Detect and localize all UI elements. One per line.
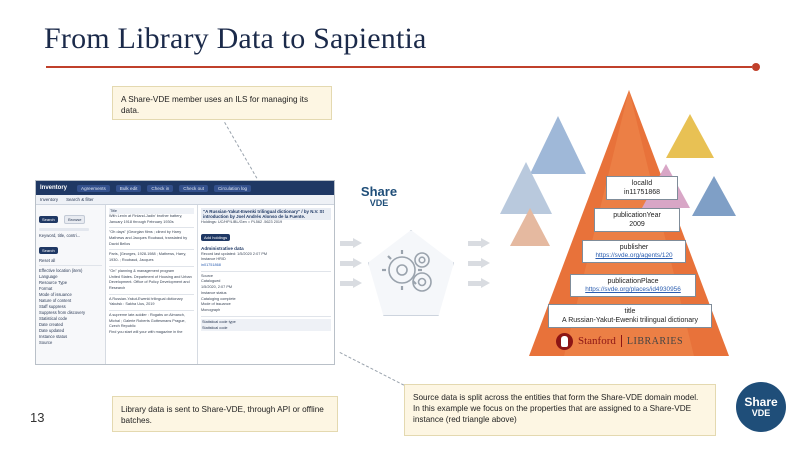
field-label-mode-of-issuance: Mode of issuance (201, 302, 231, 307)
processing-node (368, 230, 454, 316)
facet-statistical-code[interactable]: Statistical code (39, 316, 68, 321)
filter-panel[interactable] (36, 205, 106, 365)
field-label-catalogued: Catalogued (201, 279, 221, 284)
top-tabs[interactable] (77, 185, 251, 192)
field-label-instance-status: Instance status (201, 290, 227, 295)
divider (109, 266, 194, 267)
list-item-meta: Find you start will your with magazine in the (109, 330, 183, 334)
share-vde-logo-line1: Share (360, 184, 398, 200)
screenshot-subbar (36, 195, 334, 205)
section-administrative-data[interactable]: Administrative data (201, 245, 244, 251)
divider (201, 271, 331, 272)
list-item[interactable]: A supreme late-soldier : Rogabs on Almanch, Michal ; Galerie Roberts Gottesmans Prague, Czech Republic (109, 312, 186, 329)
facet-staff-suppress[interactable]: Staff suppress (39, 304, 66, 309)
results-list[interactable] (106, 205, 198, 365)
holdings-label: Holdings: UC/HP/LIBL/Gen = PL562 .5623 2019 (201, 220, 283, 224)
divider (201, 316, 331, 317)
callout-source: Source data is split across the entities that form the Share-VDE domain model. In this example we focus on the properties that are assigned to a Share-VDE instance (red triangle above) (404, 384, 716, 436)
list-item[interactable]: A Russian-Yakut-Ewenki trilingual dictionary (109, 296, 183, 301)
facet-instance-status[interactable]: Instance status (39, 334, 68, 339)
record-updated-note: Record last updated: 1/5/2020 2:07 PM (201, 251, 268, 256)
facet-date-created[interactable]: Date created (39, 322, 63, 327)
field-value-instance-status: Cataloging complete (201, 296, 236, 301)
share-vde-logo-line2: VDE (751, 407, 771, 418)
facet-date-updated[interactable]: Date updated (39, 328, 65, 333)
connector-source (340, 352, 405, 386)
tab-search[interactable]: Search (39, 216, 58, 223)
share-vde-logo-line1: Share (744, 394, 778, 409)
field-label-source: Source (201, 273, 214, 278)
tab-bulk-edit[interactable]: Bulk edit (116, 185, 142, 192)
property-localid (606, 176, 678, 200)
facet-suppress-from-discovery[interactable]: Suppress from discovery (39, 310, 86, 315)
list-item[interactable]: "On" planning & management program (109, 268, 175, 273)
share-vde-logo (356, 174, 402, 220)
list-item[interactable]: Paris, [Georges, 1928-1988 ; Mathews, Harry, 1930- ; Roubaud, Jacques (109, 252, 187, 263)
property-key: publicationPlace (607, 278, 659, 285)
facet-language[interactable]: Language (39, 274, 58, 279)
property-value: in11751868 (623, 189, 661, 197)
arrow-right (340, 278, 362, 288)
reset-all-link[interactable]: Reset all (39, 258, 56, 263)
callout-library: Library data is sent to Share-VDE, through API or offline batches. (112, 396, 338, 432)
record-detail-panel[interactable] (198, 205, 334, 365)
property-title (548, 304, 712, 328)
field-value-instance-hrid: in01751868 (201, 263, 221, 268)
arrow-right (340, 258, 362, 268)
facet-source[interactable]: Source (39, 340, 53, 345)
facet-effective-location[interactable]: Effective location (item) (39, 268, 83, 273)
subbar-inventory[interactable]: Inventory (40, 197, 59, 202)
page-title: From Library Data to Sapientia (44, 22, 427, 55)
field-value-mode-of-issuance: Monograph (201, 307, 221, 312)
facet-mode-of-issuance[interactable]: Mode of issuance (39, 292, 72, 297)
list-item[interactable]: With Lenin at Finland-Jadin' brother battery, January 1918 through February 1930s (109, 214, 183, 224)
property-publicationplace (570, 274, 696, 297)
divider (109, 227, 194, 228)
list-item-meta: United States. Department of Housing and Urban Development. Office of Policy Development and Research (109, 274, 192, 290)
table-header-statistical-code-type: Statistical code type (201, 319, 331, 325)
list-item[interactable]: "Oh days" (Georgian films ; clined by Harry Mathews and Jacques Roubaud, translated by David Bellos (109, 230, 188, 246)
share-vde-logo-line2: VDE (369, 198, 389, 209)
field-label-instance-hrid: Instance HRID (201, 257, 226, 262)
divider (621, 335, 622, 347)
gears-icon (368, 230, 454, 316)
property-value-link[interactable]: https://svde.org/places/id4930956 (585, 286, 681, 294)
property-key: publisher (619, 244, 649, 251)
screenshot-body (36, 205, 334, 365)
stanford-wordmark: Stanford (578, 335, 616, 347)
divider (109, 310, 194, 311)
divider (109, 249, 194, 250)
ils-screenshot[interactable] (35, 180, 335, 365)
tab-agreements[interactable]: Agreements (77, 185, 110, 192)
facet-nature-of-content[interactable]: Nature of content (39, 298, 72, 303)
facet-format[interactable]: Format (39, 286, 53, 291)
field-value-catalogued-date: 1/5/2020, 2:07 PM (201, 285, 233, 290)
list-item-meta: Yakutsk : Sakha Uus, 2019 (109, 302, 155, 307)
callout-ils: A Share-VDE member uses an ILS for managing its data. (112, 86, 332, 120)
add-holdings-button[interactable]: Add holdings (201, 234, 230, 241)
title-underline (46, 66, 752, 68)
stanford-seal-icon (556, 333, 573, 350)
subbar-search-filter[interactable]: Search & filter (66, 197, 94, 202)
app-name: Inventory (40, 185, 68, 191)
screenshot-topbar (36, 181, 334, 195)
facet-resource-type[interactable]: Resource Type (39, 280, 68, 285)
page-number: 13 (30, 410, 45, 425)
search-input[interactable] (39, 228, 89, 231)
property-value-link[interactable]: https://svde.org/agents/120 (595, 252, 673, 260)
tab-browse[interactable]: Browse (64, 215, 85, 224)
property-key: localId (631, 180, 653, 187)
tab-check-out[interactable]: Check out (179, 185, 208, 192)
arrow-right (340, 238, 362, 248)
connector-ils (224, 122, 262, 187)
property-value: A Russian-Yakut-Ewenki trilingual dictionary (561, 317, 699, 325)
property-value: 2009 (629, 221, 645, 229)
tab-check-in[interactable]: Check in (147, 185, 173, 192)
stanford-libraries-logo (556, 330, 708, 352)
tab-circulation-log[interactable]: Circulation log (214, 185, 251, 192)
search-button[interactable]: Search (39, 247, 58, 254)
property-publisher (582, 240, 686, 263)
results-column-header[interactable]: Title (109, 208, 194, 214)
divider (39, 265, 102, 266)
search-placeholder: Keyword, title, contri... (39, 233, 81, 238)
record-title: "A Russian-Yakut-Ewenki trilingual dictionary" / by N.V. St introduction by Joel Andrés Alonso de la Fuente. (201, 208, 331, 220)
divider (109, 294, 194, 295)
table-header-statistical-code: Statistical code (201, 325, 331, 331)
libraries-wordmark: LIBRARIES (626, 335, 684, 347)
property-key: title (624, 308, 636, 315)
property-key: publicationYear (613, 212, 661, 219)
share-vde-logo-corner (736, 382, 786, 432)
property-publicationyear (594, 208, 680, 232)
